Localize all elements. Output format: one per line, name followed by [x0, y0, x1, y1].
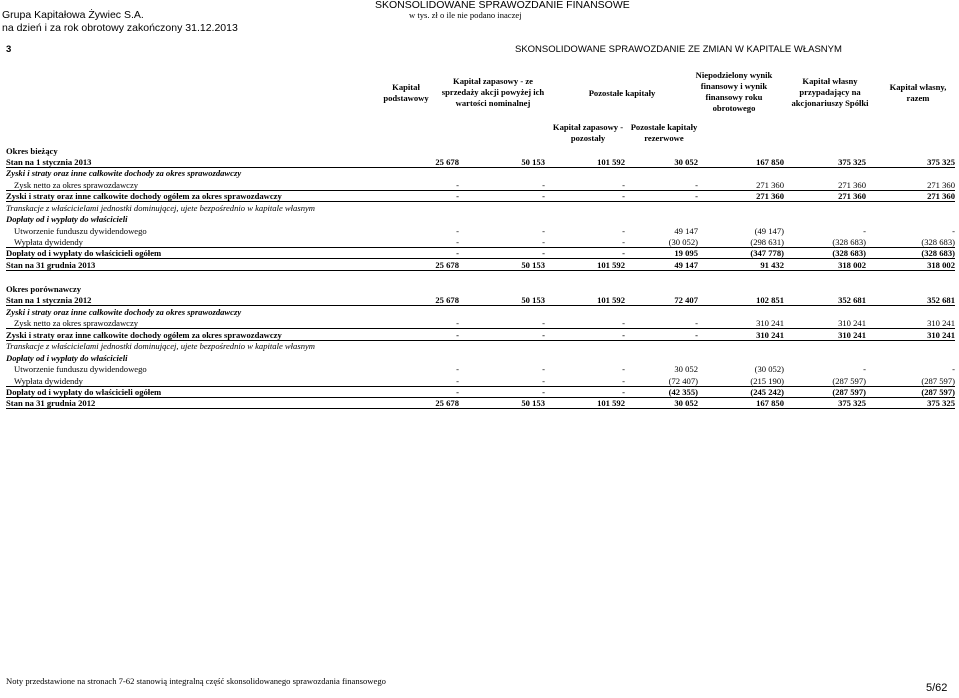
row-value: -: [542, 248, 545, 258]
row-value: (287 597): [921, 376, 955, 386]
row-divider: [6, 258, 955, 259]
row-value: 25 678: [435, 260, 459, 270]
section-title: SKONSOLIDOWANE SPRAWOZDANIE ZE ZMIAN W KAPITALE WŁASNYM: [515, 44, 842, 55]
row-value: -: [622, 180, 625, 190]
row-value: -: [542, 237, 545, 247]
row-value: -: [622, 364, 625, 374]
row-value: 50 153: [521, 157, 545, 167]
row-value: 30 052: [674, 364, 698, 374]
row-value: (328 683): [921, 237, 955, 247]
row-value: 25 678: [435, 398, 459, 408]
row-value: 101 592: [597, 398, 625, 408]
row-value: -: [456, 191, 459, 201]
report-period: na dzień i za rok obrotowy zakończony 31.12.2013: [2, 22, 238, 34]
row-label: Okres porównawczy: [6, 284, 82, 294]
row-value: -: [542, 180, 545, 190]
row-value: 310 241: [756, 318, 784, 328]
row-value: 310 241: [838, 330, 866, 340]
page-number: 5/62: [926, 682, 948, 694]
row-value: -: [542, 318, 545, 328]
row-value: -: [695, 180, 698, 190]
row-label: Wypłata dywidendy: [14, 237, 83, 247]
row-value: 271 360: [927, 180, 955, 190]
footer-note: Noty przedstawione na stronach 7-62 stanowią integralną część skonsolidowanego sprawozdania finansowego: [6, 676, 386, 686]
row-label: Dopłaty od i wypłaty do właścicieli ogółem: [6, 248, 162, 258]
row-label: Zysk netto za okres sprawozdawczy: [14, 180, 139, 190]
row-value: 271 360: [756, 191, 784, 201]
row-value: -: [622, 191, 625, 201]
row-label: Dopłaty od i wypłaty do właścicieli ogółem: [6, 387, 162, 397]
row-value: (30 052): [668, 237, 698, 247]
row-value: -: [695, 330, 698, 340]
row-label: Stan na 31 grudnia 2013: [6, 260, 96, 270]
row-value: 310 241: [838, 318, 866, 328]
row-value: -: [456, 226, 459, 236]
row-value: 310 241: [756, 330, 784, 340]
row-value: 91 432: [760, 260, 784, 270]
row-value: -: [863, 364, 866, 374]
row-value: 25 678: [435, 157, 459, 167]
column-header-share-premium: Kapitał zapasowy - ze sprzedaży akcji powyżej ich wartości nominalnej: [441, 76, 545, 108]
row-value: 318 002: [927, 260, 955, 270]
row-label: Zyski i straty oraz inne całkowite dochody ogółem za okres sprawozdawczy: [6, 191, 282, 201]
row-value: 19 095: [674, 248, 698, 258]
row-divider: [6, 144, 955, 145]
row-value: 310 241: [927, 318, 955, 328]
row-value: -: [863, 226, 866, 236]
table-row: [0, 146, 959, 157]
row-divider: [6, 201, 955, 202]
row-value: -: [456, 180, 459, 190]
row-value: (287 597): [832, 387, 866, 397]
section-number: 3: [6, 44, 12, 55]
row-label: Transkacje z właścicielami jednostki dominującej, ujete bezpośrednio w kapitale własnym: [6, 203, 316, 213]
row-value: 49 147: [674, 260, 698, 270]
row-label: Wypłata dywidendy: [14, 376, 83, 386]
row-value: 375 325: [927, 157, 955, 167]
row-value: -: [622, 376, 625, 386]
row-divider: [6, 408, 955, 409]
row-value: -: [695, 318, 698, 328]
row-value: (49 147): [754, 226, 784, 236]
row-value: (215 190): [750, 376, 784, 386]
row-value: (287 597): [921, 387, 955, 397]
row-label: Zysk netto za okres sprawozdawczy: [14, 318, 139, 328]
row-value: 50 153: [521, 295, 545, 305]
row-value: 271 360: [927, 191, 955, 201]
report-title: SKONSOLIDOWANE SPRAWOZDANIE FINANSOWE: [375, 0, 630, 11]
row-value: -: [542, 330, 545, 340]
row-value: (287 597): [832, 376, 866, 386]
row-value: 30 052: [674, 157, 698, 167]
row-value: (328 683): [921, 248, 955, 258]
row-value: -: [622, 330, 625, 340]
row-value: (72 407): [668, 376, 698, 386]
row-value: 167 850: [756, 157, 784, 167]
row-value: 352 681: [927, 295, 955, 305]
table-row: [0, 284, 959, 295]
row-value: 271 360: [838, 180, 866, 190]
row-value: -: [542, 387, 545, 397]
table-row: [0, 226, 959, 237]
row-value: -: [456, 318, 459, 328]
row-label: Dopłaty od i wypłaty do właścicieli: [6, 214, 128, 224]
row-label: Stan na 31 grudnia 2012: [6, 398, 96, 408]
row-value: -: [622, 237, 625, 247]
table-row: [0, 214, 959, 225]
column-header-other-capitals: Pozostałe kapitały: [588, 88, 656, 98]
row-value: 72 407: [674, 295, 698, 305]
row-value: 271 360: [756, 180, 784, 190]
table-row: [0, 168, 959, 179]
table-row: [0, 353, 959, 364]
row-label: Stan na 1 stycznia 2013: [6, 157, 92, 167]
row-label: Utworzenie funduszu dywidendowego: [14, 364, 147, 374]
unit-note: w tys. zł o ile nie podano inaczej: [409, 10, 522, 20]
row-value: 50 153: [521, 398, 545, 408]
column-header-share-capital: Kapitał podstawowy: [383, 82, 429, 103]
row-label: Zyski i straty oraz inne całkowite dochody za okres sprawozdawczy: [6, 307, 242, 317]
row-divider: [6, 282, 955, 283]
company-name: Grupa Kapitałowa Żywiec S.A.: [2, 9, 144, 21]
row-value: 101 592: [597, 260, 625, 270]
row-label: Stan na 1 stycznia 2012: [6, 295, 92, 305]
table-row: [0, 203, 959, 214]
row-value: -: [622, 248, 625, 258]
row-value: 375 325: [927, 398, 955, 408]
row-value: (42 355): [668, 387, 698, 397]
row-value: 271 360: [838, 191, 866, 201]
row-value: (328 683): [832, 237, 866, 247]
row-divider: [6, 270, 955, 271]
row-value: -: [456, 376, 459, 386]
row-label: Transkacje z właścicielami jednostki dominującej, ujete bezpośrednio w kapitale własnym: [6, 341, 316, 351]
row-value: -: [542, 191, 545, 201]
row-value: 50 153: [521, 260, 545, 270]
row-value: -: [622, 226, 625, 236]
row-value: 375 325: [838, 157, 866, 167]
row-value: 352 681: [838, 295, 866, 305]
row-label: Zyski i straty oraz inne całkowite dochody za okres sprawozdawczy: [6, 168, 242, 178]
row-value: -: [542, 376, 545, 386]
row-value: 102 851: [756, 295, 784, 305]
column-header-other-reserve-capital: Kapitał zapasowy - pozostały: [552, 122, 624, 143]
row-value: -: [952, 364, 955, 374]
row-value: 310 241: [927, 330, 955, 340]
column-header-total-equity: Kapitał własny, razem: [889, 82, 947, 103]
column-header-retained-earnings: Niepodzielony wynik finansowy i wynik finansowy roku obrotowego: [695, 70, 773, 113]
row-value: 30 052: [674, 398, 698, 408]
row-value: -: [456, 364, 459, 374]
column-header-other-reserves: Pozostałe kapitały rezerwowe: [630, 122, 698, 143]
table-row: [0, 307, 959, 318]
row-value: -: [456, 330, 459, 340]
row-value: -: [622, 387, 625, 397]
column-header-equity-attributable: Kapitał własny przypadający na akcjonariuszy Spółki: [791, 76, 869, 108]
row-divider: [6, 328, 955, 329]
row-value: -: [542, 364, 545, 374]
row-value: 49 147: [674, 226, 698, 236]
table-row: [0, 364, 959, 375]
row-value: -: [695, 191, 698, 201]
row-value: (298 631): [750, 237, 784, 247]
row-value: 375 325: [838, 398, 866, 408]
row-value: -: [952, 226, 955, 236]
row-label: Zyski i straty oraz inne całkowite dochody ogółem za okres sprawozdawczy: [6, 330, 282, 340]
row-value: -: [456, 387, 459, 397]
row-value: 101 592: [597, 157, 625, 167]
row-value: (245 242): [750, 387, 784, 397]
row-value: (30 052): [754, 364, 784, 374]
row-value: (328 683): [832, 248, 866, 258]
row-value: (347 778): [750, 248, 784, 258]
row-divider: [6, 305, 955, 306]
row-value: -: [542, 226, 545, 236]
row-label: Dopłaty od i wypłaty do właścicieli: [6, 353, 128, 363]
table-row: [0, 341, 959, 352]
row-label: Okres bieżący: [6, 146, 58, 156]
row-value: 318 002: [838, 260, 866, 270]
row-label: Utworzenie funduszu dywidendowego: [14, 226, 147, 236]
row-value: -: [456, 248, 459, 258]
row-value: -: [456, 237, 459, 247]
row-value: 101 592: [597, 295, 625, 305]
row-value: -: [622, 318, 625, 328]
row-value: 167 850: [756, 398, 784, 408]
row-value: 25 678: [435, 295, 459, 305]
